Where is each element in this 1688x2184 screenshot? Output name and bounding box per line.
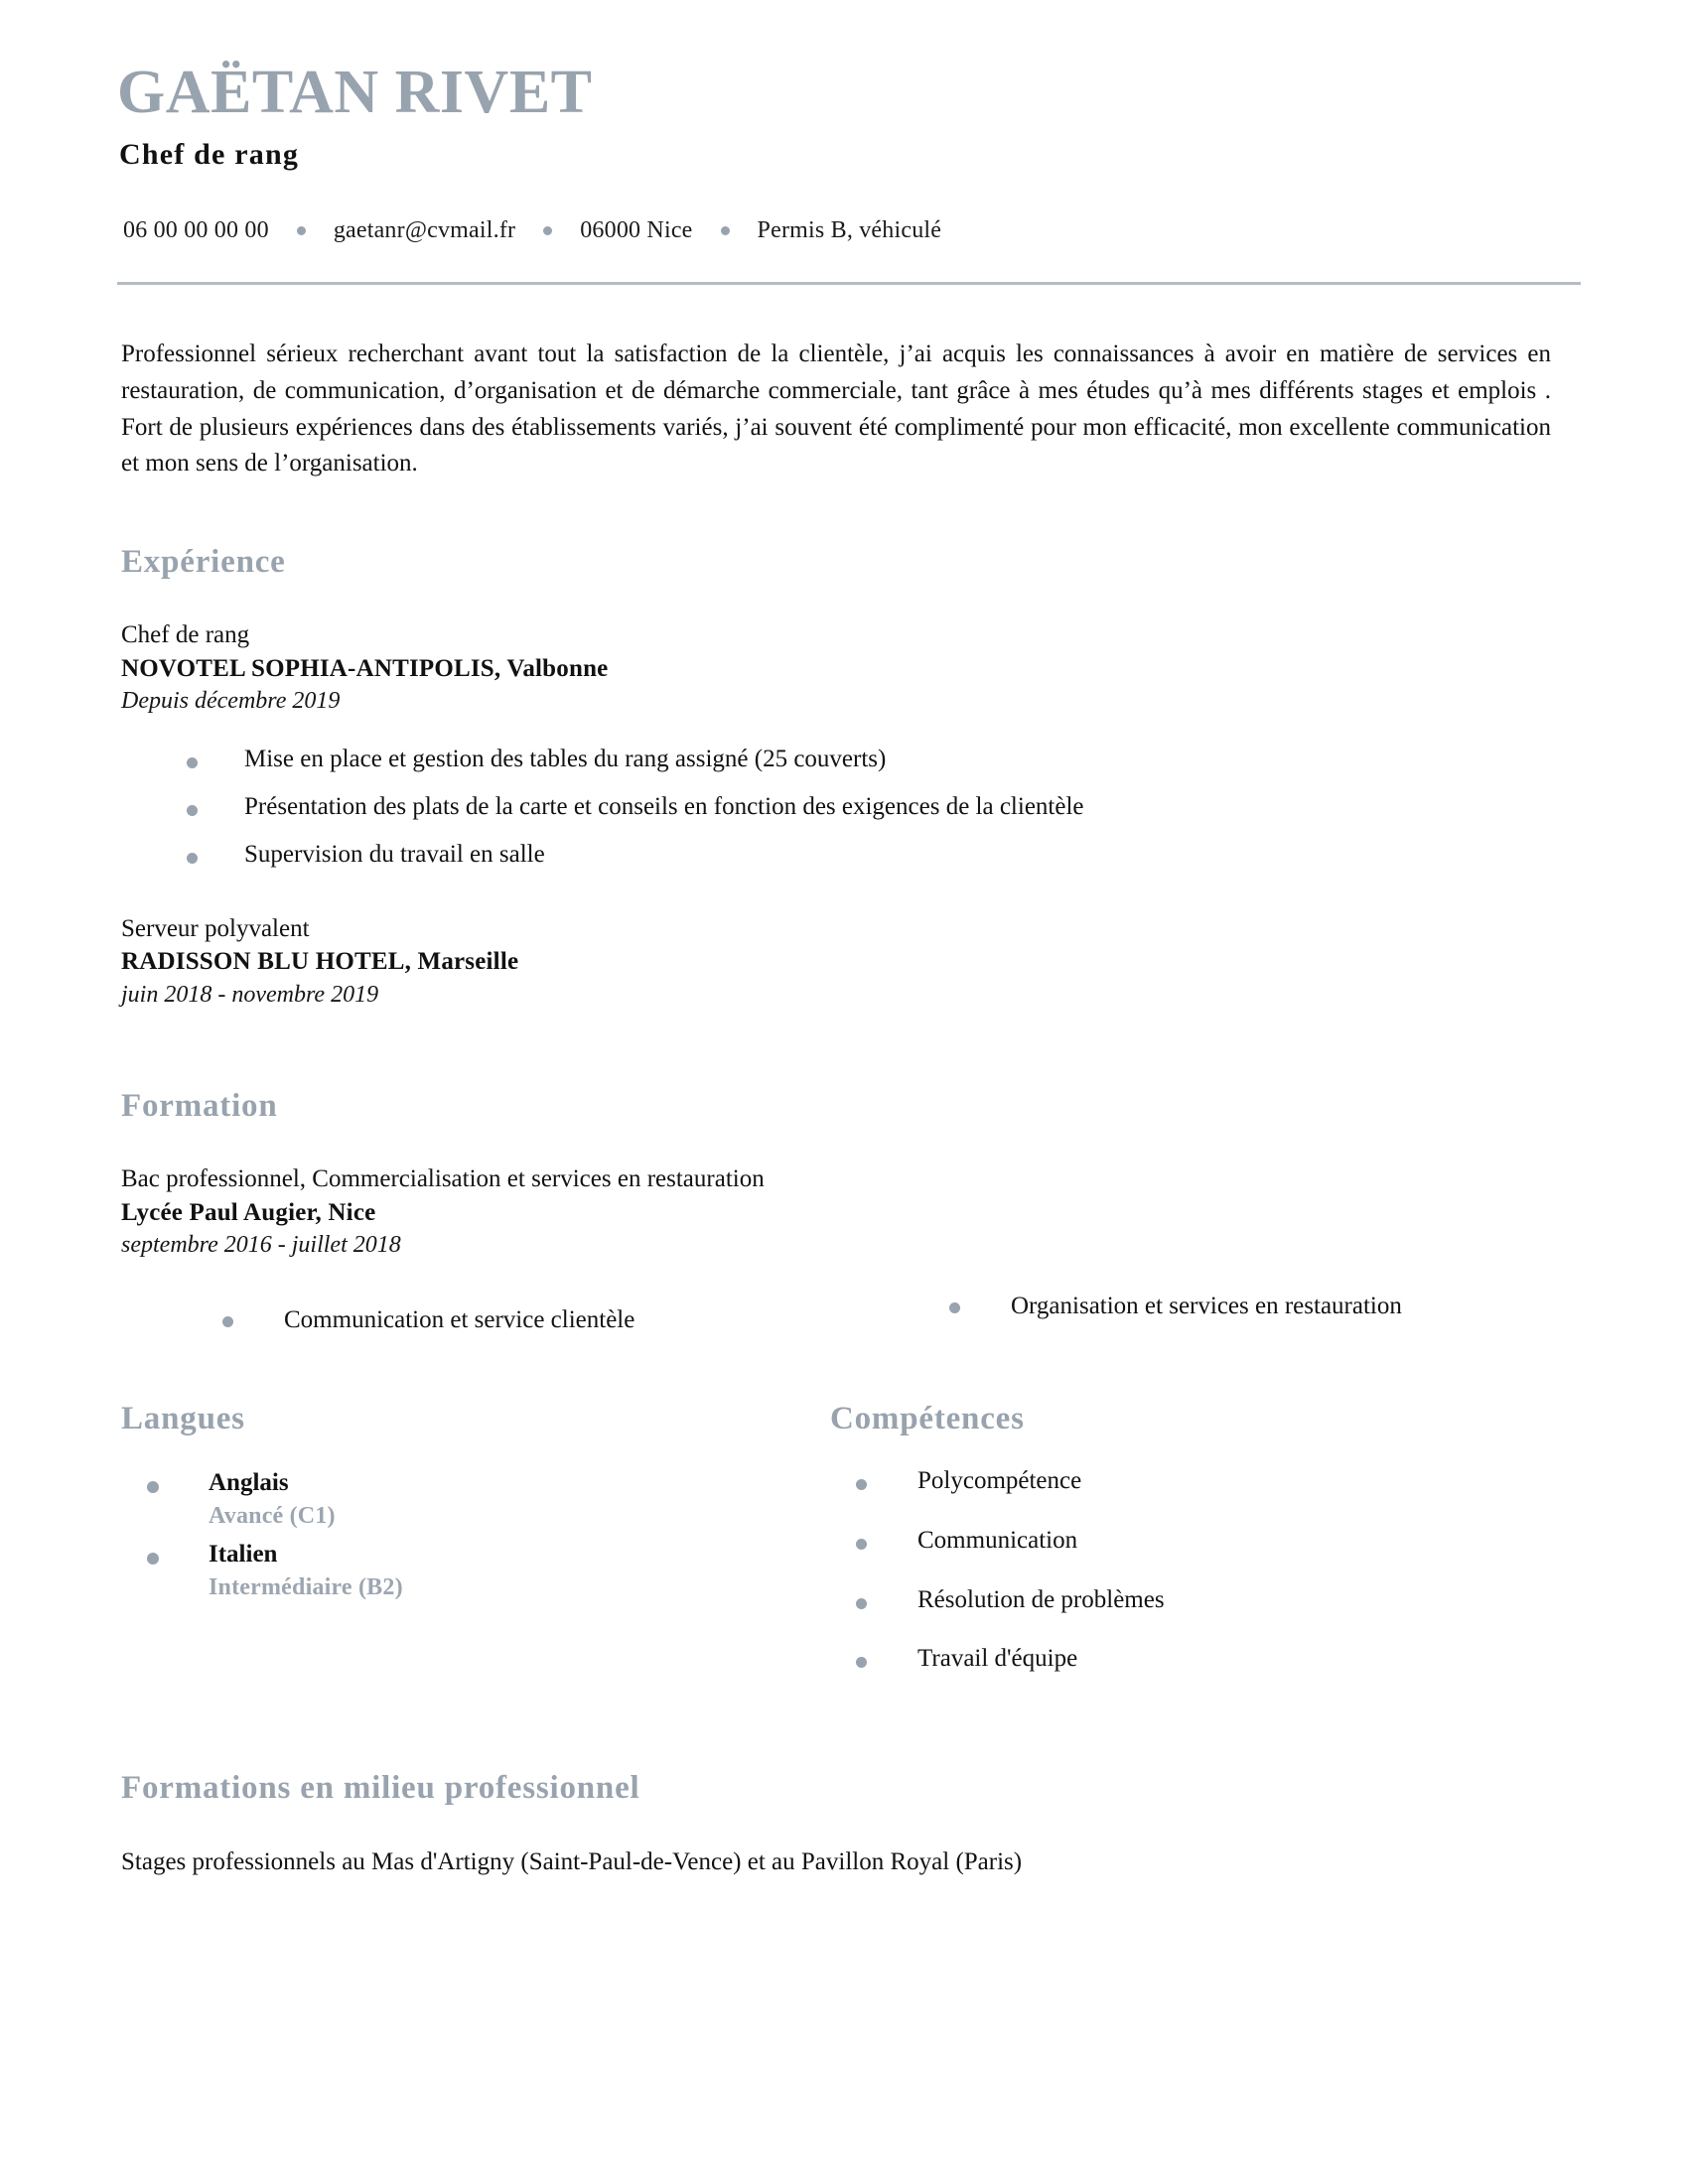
bullet-separator-icon — [543, 226, 552, 235]
list-item-text: Polycompétence — [917, 1467, 1082, 1495]
bullet-dot-icon — [856, 1539, 867, 1550]
list-item-text: Communication et service clientèle — [284, 1306, 635, 1334]
contact-email: gaetanr@cvmail.fr — [333, 217, 516, 244]
experience-bullet-list — [121, 746, 1581, 869]
bullet-dot-icon — [187, 853, 198, 864]
skills-column — [830, 1401, 1525, 1705]
contact-row — [123, 217, 1581, 244]
experience-entry — [121, 618, 1581, 869]
experience-organization: RADISSON BLU HOTEL, Marseille — [121, 948, 519, 976]
candidate-job-title: Chef de rang — [119, 138, 300, 172]
experience-organization: NOVOTEL SOPHIA-ANTIPOLIS, Valbonne — [121, 654, 609, 682]
candidate-name: GAËTAN RIVET — [117, 59, 593, 126]
language-level: Intermédiaire (B2) — [209, 1574, 403, 1601]
language-name: Italien — [209, 1541, 278, 1569]
list-item-text: Présentation des plats de la carte et conseils en fonction des exigences de la clientèle — [244, 792, 1084, 820]
bullet-separator-icon — [297, 226, 306, 235]
header-divider — [117, 282, 1581, 285]
list-item — [187, 746, 1581, 773]
formation-topic-column-right — [949, 1292, 1585, 1321]
list-item — [856, 1645, 1525, 1674]
list-item — [949, 1292, 1585, 1321]
experience-role: Serveur polyvalent — [121, 914, 310, 942]
bullet-dot-icon — [856, 1479, 867, 1490]
contact-license: Permis B, véhiculé — [757, 217, 942, 244]
list-item — [187, 841, 1581, 869]
languages-skills-row — [117, 1401, 1581, 1699]
list-item — [856, 1586, 1525, 1615]
experience-role: Chef de rang — [121, 621, 250, 649]
bullet-dot-icon — [856, 1598, 867, 1609]
language-name: Anglais — [209, 1469, 289, 1497]
formation-school: Lycée Paul Augier, Nice — [121, 1198, 376, 1226]
profile-summary: Professionnel sérieux recherchant avant tout la satisfaction de la clientèle, j’ai acquis les connaissances à avoir en matière de services en restauration, de communication, d’organisation et de démarche commerciale, tant grâce à mes études qu’à mes différents stages et emplois . Fort de plusieurs expériences dans des établissements variés, j’ai souvent été complimenté pour mon efficacité, mon excellente communication et mon sens de l’organisation. — [121, 341, 1551, 478]
section-heading-competences: Compétences — [830, 1401, 1025, 1437]
section-heading-experience: Expérience — [121, 544, 286, 581]
formations-professionnel-text: Stages professionnels au Mas d'Artigny (Saint-Paul-de-Vence) et au Pavillon Royal (Paris) — [121, 1848, 1023, 1876]
list-item-text: Supervision du travail en salle — [244, 840, 545, 868]
section-heading-langues: Langues — [121, 1401, 245, 1437]
bullet-dot-icon — [949, 1302, 960, 1313]
bullet-dot-icon — [222, 1316, 233, 1327]
bullet-dot-icon — [147, 1481, 159, 1493]
bullet-dot-icon — [187, 757, 198, 768]
list-item — [147, 1467, 776, 1533]
list-item-text: Mise en place et gestion des tables du rang assigné (25 couverts) — [244, 745, 887, 772]
languages-column — [121, 1401, 776, 1610]
formation-degree: Bac professionnel, Commercialisation et services en restauration — [121, 1165, 765, 1193]
list-item — [147, 1539, 776, 1604]
list-item — [222, 1305, 858, 1335]
list-item — [856, 1467, 1525, 1496]
skill-list — [830, 1467, 1525, 1674]
formation-date: septembre 2016 - juillet 2018 — [121, 1232, 401, 1259]
section-heading-formations-professionnel: Formations en milieu professionnel — [121, 1770, 640, 1807]
list-item-text: Travail d'équipe — [917, 1645, 1078, 1673]
contact-location: 06000 Nice — [580, 217, 693, 244]
section-heading-formation: Formation — [121, 1088, 278, 1125]
formation-topic-column-left — [222, 1305, 858, 1335]
list-item — [187, 793, 1581, 821]
experience-entry — [121, 912, 1581, 1012]
language-list — [121, 1467, 776, 1604]
formation-topics — [117, 1284, 1581, 1349]
formation-entry — [121, 1162, 1581, 1262]
language-level: Avancé (C1) — [209, 1503, 336, 1530]
contact-phone: 06 00 00 00 00 — [123, 217, 269, 244]
bullet-separator-icon — [721, 226, 730, 235]
list-item — [856, 1527, 1525, 1556]
bullet-dot-icon — [147, 1553, 159, 1565]
list-item-text: Communication — [917, 1526, 1078, 1554]
bullet-dot-icon — [856, 1657, 867, 1668]
list-item-text: Résolution de problèmes — [917, 1585, 1165, 1613]
list-item-text: Organisation et services en restauration — [1011, 1293, 1402, 1320]
experience-date: juin 2018 - novembre 2019 — [121, 981, 379, 1008]
experience-date: Depuis décembre 2019 — [121, 688, 341, 715]
bullet-dot-icon — [187, 805, 198, 816]
